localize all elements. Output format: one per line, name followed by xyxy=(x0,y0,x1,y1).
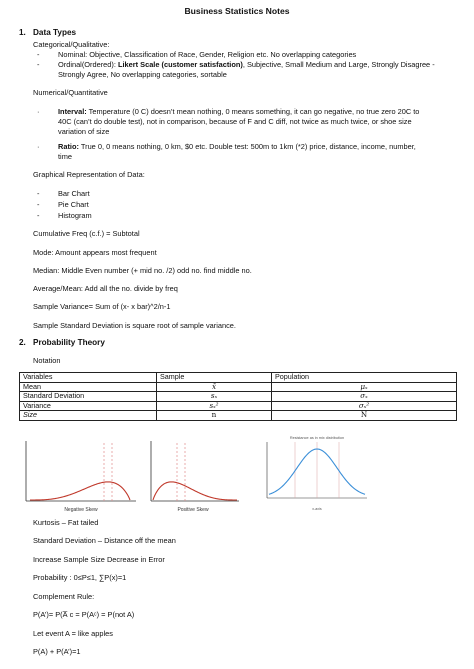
sample-variance-line: Sample Variance= Sum of (x- x bar)^2/n-1 xyxy=(33,302,171,311)
graph-label: Graphical Representation of Data: xyxy=(33,170,145,179)
bullet-dot: · xyxy=(37,107,40,116)
table-row xyxy=(20,411,457,421)
interval-line-3: variation of size xyxy=(58,127,110,136)
graph-item: Pie Chart xyxy=(58,200,89,209)
table-cell: σₓ² xyxy=(272,401,457,411)
bullet-dash: - xyxy=(37,189,40,198)
negative-skew-chart xyxy=(20,437,142,515)
table-header-cell: Variables xyxy=(20,373,157,383)
table-cell: μₓ xyxy=(272,382,457,392)
kurtosis-line: Kurtosis – Fat tailed xyxy=(33,518,99,527)
bullet-dash: - xyxy=(37,60,40,69)
interval-line: Interval: Temperature (0 C) doesn’t mean nothing, 0 means something, it can go negative, no true zero 20C to xyxy=(58,107,420,116)
page-title: Business Statistics Notes xyxy=(184,6,290,16)
bullet-dash: - xyxy=(37,200,40,209)
graph-item: Bar Chart xyxy=(58,189,90,198)
table-cell: Standard Deviation xyxy=(20,392,157,402)
section-1-number: 1. xyxy=(19,28,26,37)
table-row xyxy=(20,382,457,392)
table-row xyxy=(20,392,457,402)
cumfreq-line: Cumulative Freq (c.f.) = Subtotal xyxy=(33,229,140,238)
normal-chart-xlabel: x-axis xyxy=(312,507,322,511)
table-cell: Variance xyxy=(20,401,157,411)
table-header-row xyxy=(20,373,457,383)
ordinal-line-2: Strongly Agree, No overlapping categories, sortable xyxy=(58,70,227,79)
skew-curve xyxy=(153,482,237,500)
positive-skew-chart xyxy=(145,437,243,515)
pa-sum-line: P(A) + P(A’)=1 xyxy=(33,647,81,656)
table-cell: Mean xyxy=(20,382,157,392)
normal-distribution-chart xyxy=(255,432,373,516)
positive-skew-label: Positive Skew xyxy=(177,507,209,513)
notation-label: Notation xyxy=(33,356,61,365)
table-cell: sₓ xyxy=(157,392,272,402)
probability-line: Probability : 0≤P≤1, ∑P(x)=1 xyxy=(33,573,127,582)
sample-sd-line: Sample Standard Deviation is square root of sample variance. xyxy=(33,321,236,330)
table-cell: n xyxy=(157,411,272,421)
bullet-dash: - xyxy=(37,211,40,220)
stddev-line: Standard Deviation – Distance off the mean xyxy=(33,536,176,545)
mode-line: Mode: Amount appears most frequent xyxy=(33,248,157,257)
graph-item: Histogram xyxy=(58,211,92,220)
section-1-heading: Data Types xyxy=(33,28,77,37)
table-header-cell: Population xyxy=(272,373,457,383)
normal-chart-title: Resistance as in mix distribution xyxy=(289,436,345,440)
table-cell: Size xyxy=(20,411,157,421)
median-line: Median: Middle Even number (+ mid no. /2) odd no. find middle no. xyxy=(33,266,252,275)
complement-rule-line: Complement Rule: xyxy=(33,592,95,601)
ordinal-line: Ordinal(Ordered): Likert Scale (customer satisfaction), Subjective, Small Medium and Large, Strongly Disagree - xyxy=(58,60,435,69)
average-line: Average/Mean: Add all the no. divide by freq xyxy=(33,284,178,293)
table-cell: N xyxy=(272,411,457,421)
sample-size-line: Increase Sample Size Decrease in Error xyxy=(33,555,165,564)
categorical-label: Categorical/Qualitative: xyxy=(33,40,110,49)
section-2-number: 2. xyxy=(19,338,26,347)
notation-table xyxy=(19,372,457,421)
nominal-line: Nominal: Objective, Classification of Race, Gender, Religion etc. No overlapping categories xyxy=(58,50,357,59)
pa-prime-line: P(A’)= P(A̅ c = P(Aᶜ) = P(not A) xyxy=(33,610,135,619)
numerical-label: Numerical/Quantitative xyxy=(33,88,108,97)
interval-line-2: 40C (can’t do double test), not in comparison, because of F and C diff, not twice as much twice, or shoe size xyxy=(58,117,412,126)
bullet-dot: · xyxy=(37,142,40,151)
table-row xyxy=(20,401,457,411)
table-header-cell: Sample xyxy=(157,373,272,383)
event-a-line: Let event A = like apples xyxy=(33,629,113,638)
skew-curve xyxy=(30,482,130,500)
table-cell: sₓ² xyxy=(157,401,272,411)
ratio-line: Ratio: True 0, 0 means nothing, 0 km, $0 etc. Double test: 500m to 1km (*2) price, distance, income, number, xyxy=(58,142,416,151)
table-cell: σₓ xyxy=(272,392,457,402)
table-cell: x̄ xyxy=(157,382,272,392)
bullet-dash: - xyxy=(37,50,40,59)
negative-skew-label: Negative Skew xyxy=(64,507,98,513)
section-2-heading: Probability Theory xyxy=(33,338,105,347)
ratio-line-2: time xyxy=(58,152,72,161)
